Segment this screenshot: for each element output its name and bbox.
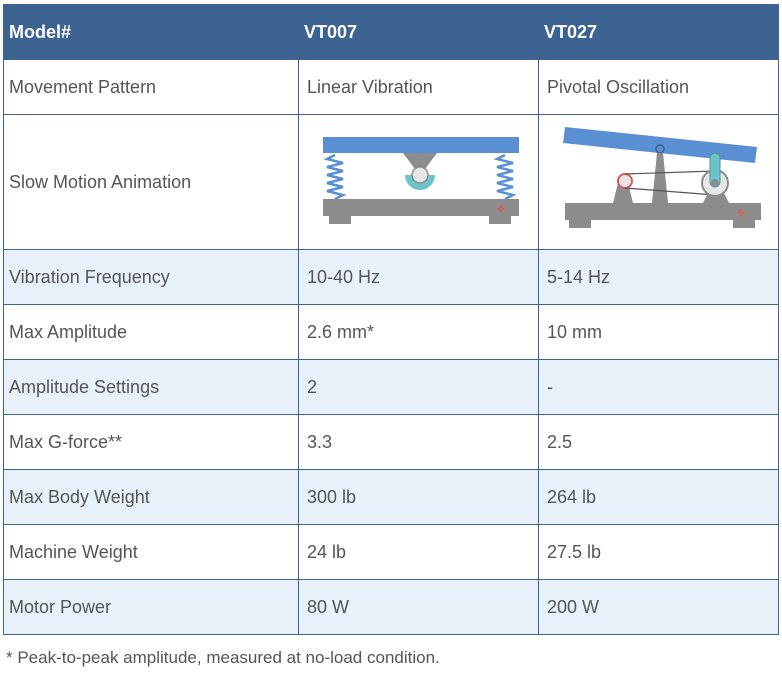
motor-icon [412,167,428,183]
row-label: Motor Power [4,580,299,635]
left-foot [569,220,591,228]
row-label: Slow Motion Animation [4,115,299,250]
flywheel-hub [711,179,719,187]
row-label: Amplitude Settings [4,360,299,415]
vt007-linear-vibration-image [299,115,539,249]
vt007-animation [299,115,539,250]
table-row [4,470,779,525]
table-header-row [4,5,779,60]
belt-bottom [625,188,715,195]
table-row [4,305,779,360]
row-label: Max Body Weight [4,470,299,525]
vt007-base [323,199,519,216]
vt027-value: 27.5 lb [539,525,779,580]
left-foot [329,216,351,224]
vt007-value: 80 W [299,580,539,635]
table-row [4,250,779,305]
table-row [4,415,779,470]
vt027-pivotal-oscillation-image [539,115,779,249]
header-vt027: VT027 [539,5,779,60]
vt007-value: 24 lb [299,525,539,580]
vt007-value: 2 [299,360,539,415]
vt007-value: 2.6 mm* [299,305,539,360]
belt-top [625,171,715,174]
motor-icon [618,174,632,188]
vt007-value: Linear Vibration [299,60,539,115]
vt027-value: 5-14 Hz [539,250,779,305]
right-foot [733,220,755,228]
vt027-value: 2.5 [539,415,779,470]
vt027-value: Pivotal Oscillation [539,60,779,115]
right-spring-icon [497,155,513,199]
right-foot [489,216,511,224]
row-label: Vibration Frequency [4,250,299,305]
vt027-value: 10 mm [539,305,779,360]
table-row [4,115,779,250]
vt007-value: 10-40 Hz [299,250,539,305]
fan-icon: ✤ [737,209,745,219]
table-row [4,580,779,635]
header-vt007: VT007 [299,5,539,60]
footnote: * Peak-to-peak amplitude, measured at no-load condition. [6,648,440,667]
row-label: Max G-force** [4,415,299,470]
table-row [4,60,779,115]
vt027-value: - [539,360,779,415]
vt027-base [565,203,761,220]
vt007-value: 300 lb [299,470,539,525]
left-spring-icon [327,155,343,199]
vt027-animation [539,115,779,250]
vt027-value: 200 W [539,580,779,635]
fan-icon: ✤ [497,205,505,215]
vt027-value: 264 lb [539,470,779,525]
header-model: Model# [4,5,299,60]
spec-table [3,4,779,635]
pivot-icon [656,145,664,153]
table-row [4,360,779,415]
vt007-platform [323,137,519,153]
row-label: Movement Pattern [4,60,299,115]
table-row [4,525,779,580]
vt007-value: 3.3 [299,415,539,470]
row-label: Max Amplitude [4,305,299,360]
row-label: Machine Weight [4,525,299,580]
pivot-column [652,153,668,203]
